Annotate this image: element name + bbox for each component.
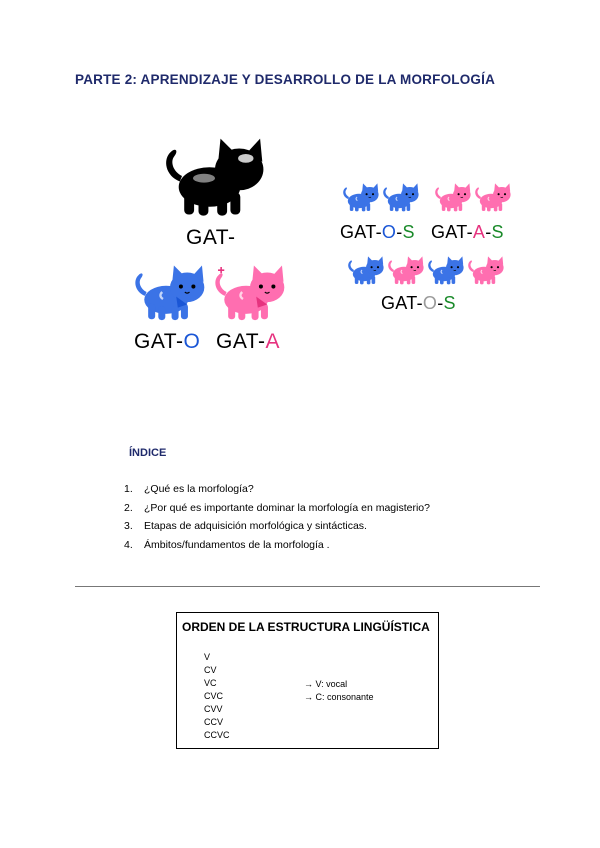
syllable-list	[204, 651, 230, 742]
legend-consonant: → C: consonante	[304, 692, 374, 702]
list-item: CCV	[204, 717, 224, 727]
vowel-o: O	[183, 330, 201, 353]
item-text: Ámbitos/fundamentos de la morfología .	[144, 538, 330, 551]
list-item	[124, 483, 430, 502]
item-text: ¿Por qué es importante dominar la morfología en magisterio?	[144, 501, 430, 514]
blue-cat-icon	[346, 253, 386, 287]
index-list	[124, 483, 430, 557]
list-item	[124, 520, 430, 539]
stem-text: GAT-	[186, 226, 236, 249]
root-label	[186, 226, 235, 250]
plural-s: S	[443, 293, 456, 313]
page-title: PARTE 2: APRENDIZAJE Y DESARROLLO DE LA MORFOLOGÍA	[75, 72, 496, 87]
vowel-a: A	[265, 330, 280, 353]
legend-notes	[304, 678, 374, 704]
list-item: CVV	[204, 704, 223, 714]
list-item: CVC	[204, 691, 224, 701]
stem-text: GAT-	[216, 330, 266, 353]
blue-cat-icon	[426, 253, 466, 287]
stem-text: GAT-	[340, 222, 382, 242]
separator: -	[437, 293, 444, 313]
plural-s: S	[402, 222, 415, 242]
list-item: CV	[204, 665, 217, 675]
separator: -	[396, 222, 403, 242]
legend-vowel: → V: vocal	[304, 679, 348, 689]
pink-cat-icon	[386, 253, 426, 287]
pink-cat-icon	[211, 258, 289, 326]
stem-text: GAT-	[134, 330, 184, 353]
index-heading: ÍNDICE	[129, 447, 167, 459]
masc-label	[134, 330, 200, 354]
masc-plural-label	[340, 222, 415, 243]
pink-cat-icon	[433, 180, 473, 214]
blue-cat-icon	[381, 180, 421, 214]
item-text: ¿Qué es la morfología?	[144, 483, 254, 495]
stem-text: GAT-	[431, 222, 473, 242]
list-item: V	[204, 652, 211, 662]
item-number: 1.	[124, 483, 133, 495]
pink-cat-icon	[466, 253, 506, 287]
list-item: CCVC	[204, 730, 230, 740]
horizontal-divider	[75, 586, 540, 587]
list-item: VC	[204, 678, 217, 688]
vowel-o: O	[381, 222, 397, 242]
vowel-a: A	[472, 222, 486, 242]
box-heading: ORDEN DE LA ESTRUCTURA LINGÜÍSTICA	[182, 620, 430, 634]
stem-text: GAT-	[381, 293, 423, 313]
item-number: 4.	[124, 538, 133, 551]
blue-cat-icon	[131, 258, 209, 326]
list-item	[124, 539, 430, 558]
fem-plural-label	[431, 222, 504, 243]
pink-cat-icon	[473, 180, 513, 214]
black-cat-icon	[160, 132, 270, 220]
item-text: Etapas de adquisición morfológica y sintácticas.	[144, 520, 367, 532]
item-number: 2.	[124, 501, 133, 514]
fem-label	[216, 330, 280, 354]
separator: -	[485, 222, 492, 242]
blue-cat-icon	[341, 180, 381, 214]
vowel-o: O	[422, 293, 438, 313]
item-number: 3.	[124, 520, 133, 532]
mixed-plural-label	[381, 293, 456, 314]
plural-s: S	[491, 222, 504, 242]
list-item	[124, 502, 430, 521]
structure-box	[176, 612, 439, 749]
